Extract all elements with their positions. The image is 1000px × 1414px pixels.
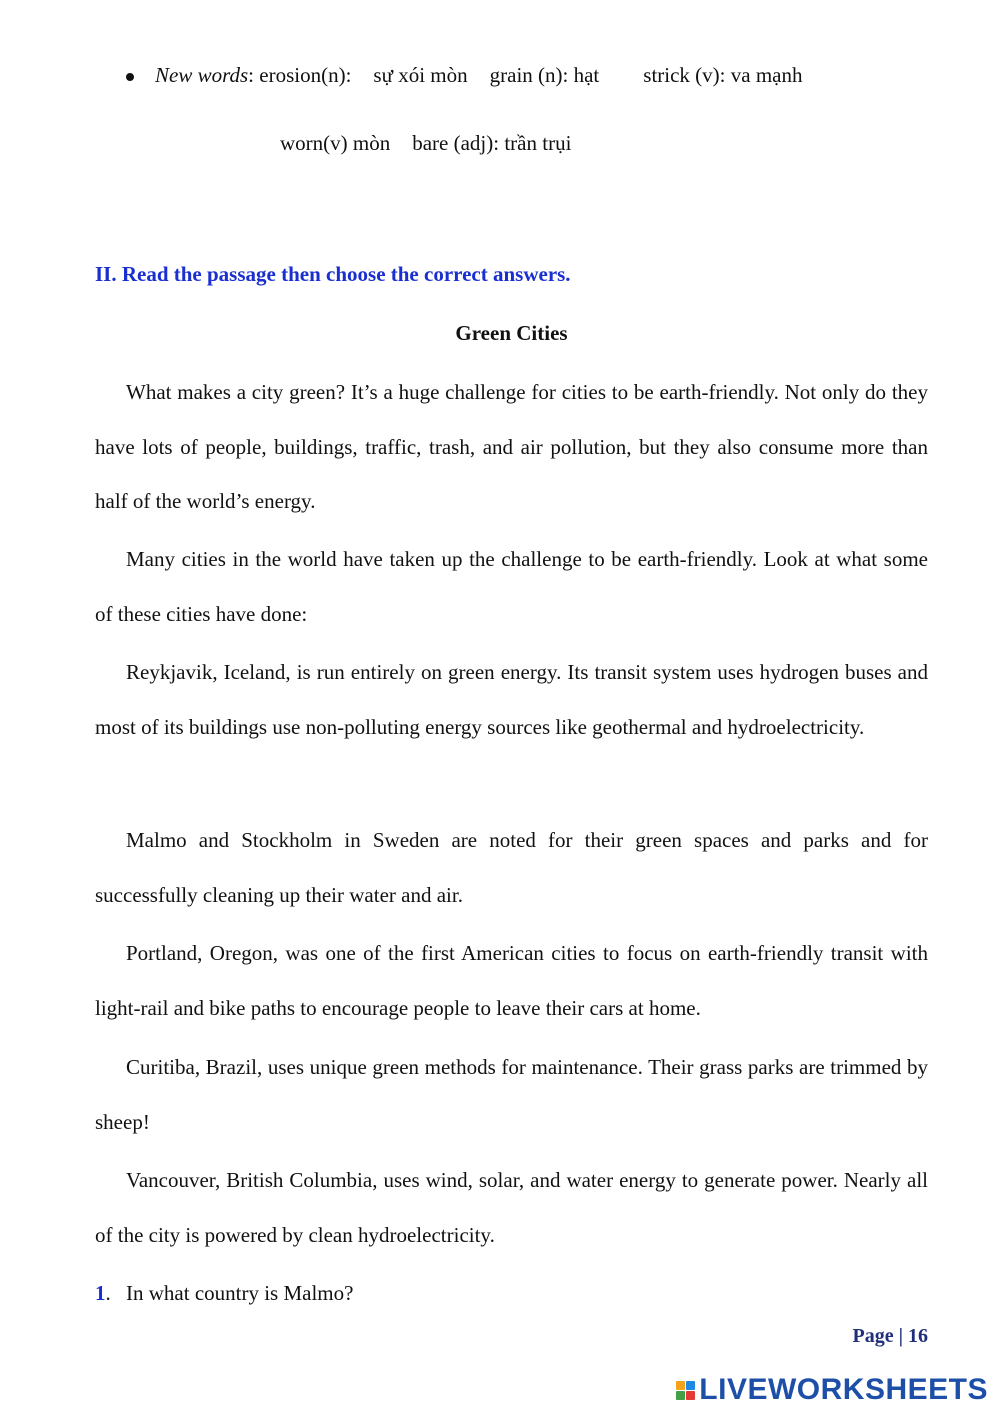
passage-paragraph-4: Malmo and Stockholm in Sweden are noted for their green spaces and parks and for successfully cleaning up their water and air. xyxy=(95,828,928,907)
question-text: In what country is Malmo? xyxy=(126,1281,354,1305)
new-words-label: New words xyxy=(155,63,249,87)
question-number xyxy=(95,1281,111,1306)
passage-paragraph-2: Many cities in the world have taken up the challenge to be earth-friendly. Look at what some of these cities have done: xyxy=(95,547,928,626)
new-word-bare: bare (adj): trần trụi xyxy=(412,131,572,155)
page-number: Page | 16 xyxy=(852,1325,928,1347)
question-number-punct: . xyxy=(105,1281,111,1305)
logo-tile-3 xyxy=(676,1391,685,1400)
new-word-erosion-meaning: sự xói mòn xyxy=(373,63,468,87)
passage-paragraph-6: Curitiba, Brazil, uses unique green methods for maintenance. Their grass parks are trimmed by sheep! xyxy=(95,1055,928,1134)
passage-paragraph-7: Vancouver, British Columbia, uses wind, solar, and water energy to generate power. Nearly all of the city is powered by clean hydroelectricity. xyxy=(95,1168,928,1247)
passage-paragraph-5: Portland, Oregon, was one of the first American cities to focus on earth-friendly transit with light-rail and bike paths to encourage people to leave their cars at home. xyxy=(95,941,928,1020)
passage-paragraph-1: What makes a city green? It’s a huge challenge for cities to be earth-friendly. Not only do they have lots of people, buildings, traffic, trash, and air pollution, but they also consume more than half of the world’s energy. xyxy=(95,380,928,513)
new-word-worn: worn(v) mòn xyxy=(280,131,391,155)
new-words-line-2 xyxy=(280,131,571,156)
new-words-line-1 xyxy=(155,63,802,88)
section-heading: II. Read the passage then choose the correct answers. xyxy=(95,262,571,286)
logo-tile-2 xyxy=(686,1381,695,1390)
question-number-value: 1 xyxy=(95,1281,106,1305)
new-word-strick: strick (v): va mạnh xyxy=(643,63,803,87)
passage-title: Green Cities xyxy=(455,321,568,345)
logo-tile-4 xyxy=(686,1391,695,1400)
new-word-grain: grain (n): hạt xyxy=(489,63,600,87)
liveworksheets-brand[interactable] xyxy=(676,1373,988,1407)
passage-paragraph-3: Reykjavik, Iceland, is run entirely on green energy. Its transit system uses hydrogen buses and most of its buildings use non-polluting energy sources like geothermal and hydroelectricity. xyxy=(95,660,928,739)
bullet-icon xyxy=(126,73,134,81)
brand-name: LIVEWORKSHEETS xyxy=(699,1373,988,1406)
logo-tile-1 xyxy=(676,1381,685,1390)
liveworksheets-logo-icon xyxy=(676,1381,695,1400)
new-word-erosion: : erosion(n): xyxy=(248,63,352,87)
